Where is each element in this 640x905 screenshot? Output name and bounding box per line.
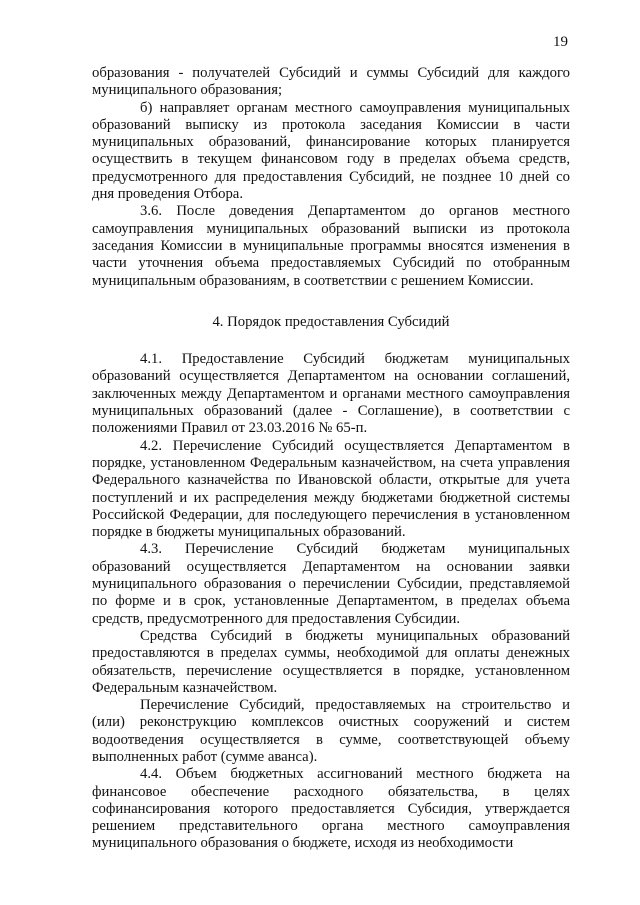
section-heading: 4. Порядок предоставления Субсидий [212, 313, 450, 330]
page-number: 19 [553, 34, 568, 50]
paragraph-construction-transfer: Перечисление Субсидий, предоставляемых на строительство и (или) реконструкцию комплексов очистных сооружений и систем водоотведения осуществляется в сумме, соответствующей объему выполненных работ (сумме аванса). [92, 697, 570, 765]
paragraph-4-4: 4.4. Объем бюджетных ассигнований местного бюджета на финансовое обеспечение расходного обязательства, в целях софинансирования которого предоставляется Субсидия, утверждается решением представительного органа местного самоуправления муниципального образования о бюджете, исходя из необходимости [92, 766, 570, 852]
paragraph-4-2: 4.2. Перечисление Субсидий осуществляется Департаментом в порядке, установленном Федеральным казначейством, на счета управления Федерального казначейства по Ивановской области, открытые для учета поступлений и их распределения между бюджетами бюджетной системы Российской Федерации, для последующего перечисления в установленном порядке в бюджеты муниципальных образований. [92, 437, 570, 541]
paragraph-continuation: образования - получателей Субсидий и суммы Субсидий для каждого муниципального образования; [92, 65, 570, 99]
paragraph-3-5-b: б) направляет органам местного самоуправления муниципальных образований выписку из протокола заседания Комиссии в части муниципальных образований, финансирование которых планируется осуществить в текущем финансовом году в пределах объема средств, предусмотренного для предоставления Субсидий, не позднее 10 дней со дня проведения Отбора. [92, 99, 570, 203]
paragraph-4-3: 4.3. Перечисление Субсидий бюджетам муниципальных образований осуществляется Департаментом на основании заявки муниципального образования о перечислении Субсидии, представляемой по форме и в срок, установленные Департаментом, в пределах объема средств, предусмотренного для предоставления Субсидии. [92, 541, 570, 627]
paragraph-3-6: 3.6. После доведения Департаментом до органов местного самоуправления муниципальных образований выписки из протокола заседания Комиссии в муниципальные программы вносятся изменения в части уточнения объема предоставляемых Субсидий по отобранным муниципальным образованиям, в соответствии с решением Комиссии. [92, 203, 570, 289]
paragraph-4-1: 4.1. Предоставление Субсидий бюджетам муниципальных образований осуществляется Департаментом на основании соглашений, заключенных между Департаментом и органами местного самоуправления муниципальных образований (далее - Соглашение), в соответствии с положениями Правил от 23.03.2016 № 65-п. [92, 351, 570, 437]
document-body [92, 65, 570, 853]
paragraph-subsidy-funds: Средства Субсидий в бюджеты муниципальных образований предоставляются в пределах суммы, необходимой для оплаты денежных обязательств, перечисление осуществляется в порядке, установленном Федеральным казначейством. [92, 627, 570, 696]
